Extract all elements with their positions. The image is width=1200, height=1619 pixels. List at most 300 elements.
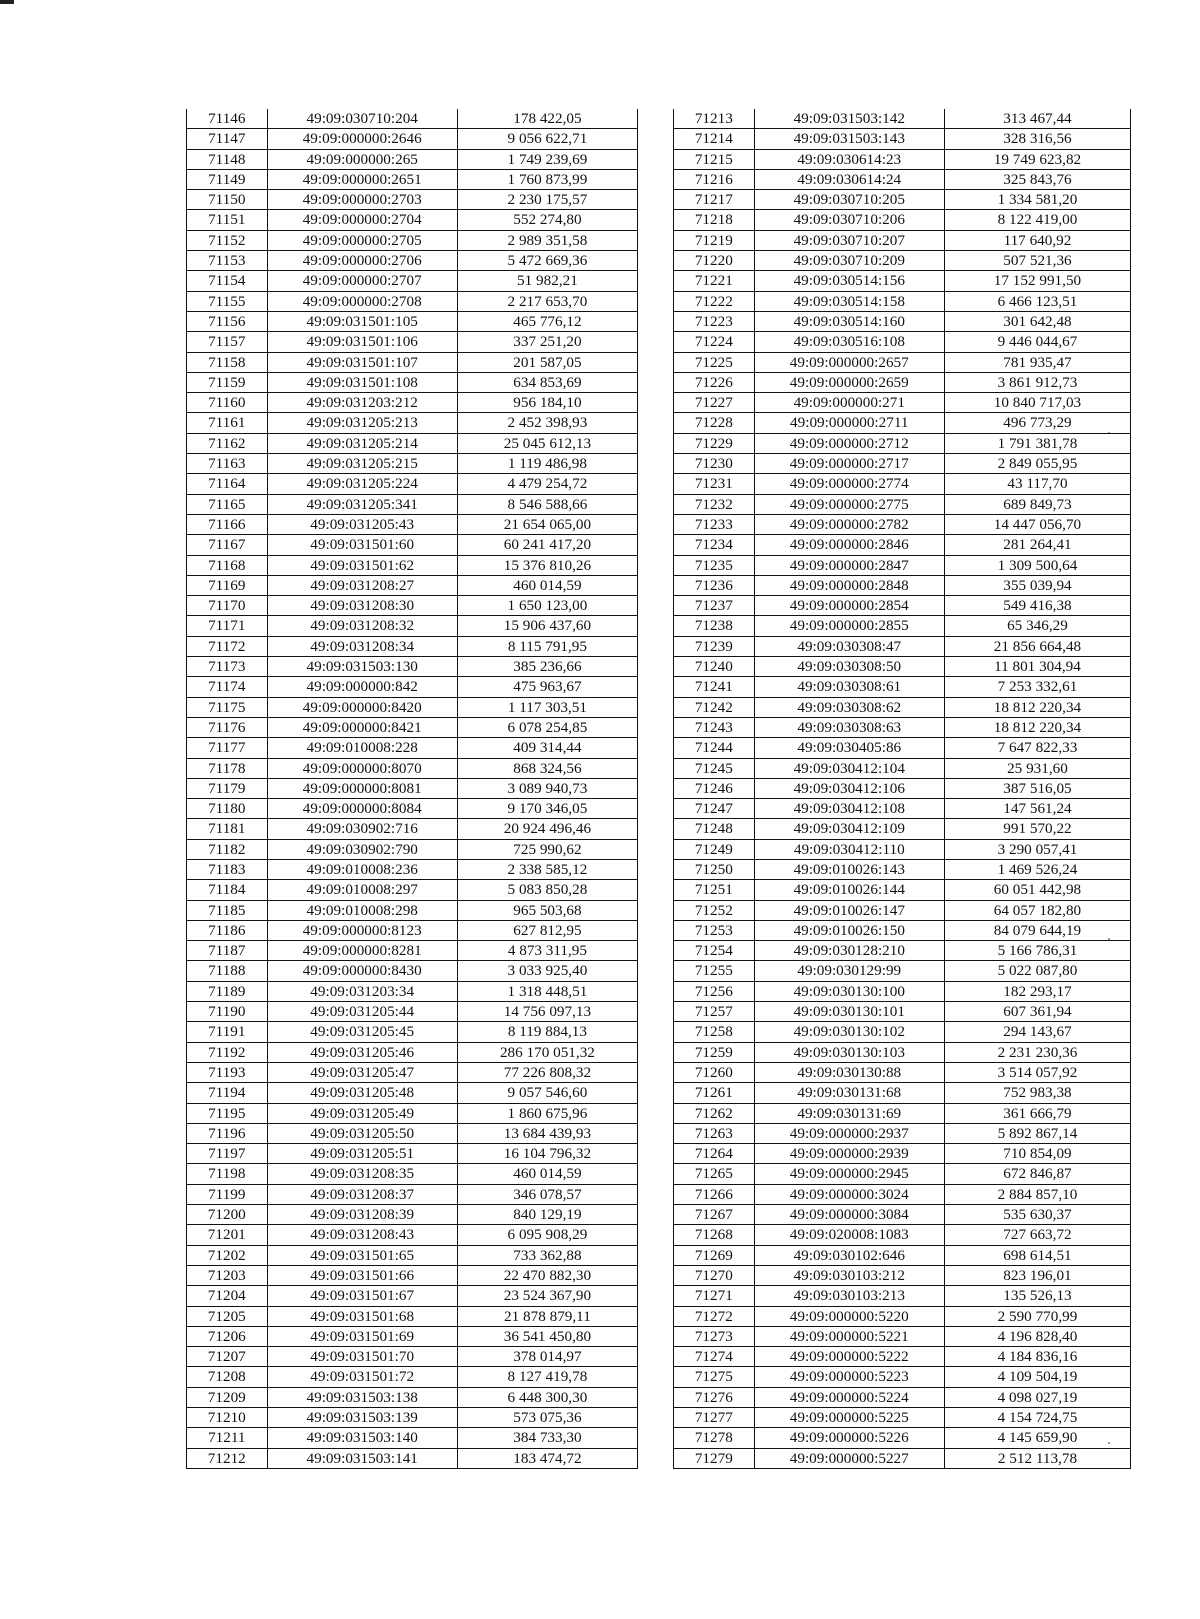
table-row [674,1184,1131,1204]
table-row [187,149,638,169]
cadastral-value-cell: 25 045 612,13 [457,433,637,453]
row-number-cell: 71153 [187,251,268,271]
row-number-cell: 71271 [674,1286,755,1306]
table-row [674,941,1131,961]
cadastral-value-cell: 2 989 351,58 [457,230,637,250]
row-number-cell: 71277 [674,1408,755,1428]
cadastral-number-cell: 49:09:031205:46 [267,1042,457,1062]
table-row [187,677,638,697]
row-number-cell: 71266 [674,1184,755,1204]
cadastral-number-cell: 49:09:031208:27 [267,575,457,595]
cadastral-number-cell: 49:09:030710:204 [267,109,457,129]
cadastral-value-cell: 465 776,12 [457,311,637,331]
row-number-cell: 71235 [674,555,755,575]
cadastral-number-cell: 49:09:031205:44 [267,1002,457,1022]
table-row [187,697,638,717]
cadastral-number-cell: 49:09:000000:2847 [754,555,944,575]
table-row [187,1225,638,1245]
cadastral-number-cell: 49:09:000000:2846 [754,535,944,555]
row-number-cell: 71229 [674,433,755,453]
cadastral-number-cell: 49:09:000000:2703 [267,190,457,210]
cadastral-number-cell: 49:09:030130:101 [754,1002,944,1022]
cadastral-value-cell: 781 935,47 [944,352,1130,372]
row-number-cell: 71221 [674,271,755,291]
cadastral-number-cell: 49:09:031501:65 [267,1245,457,1265]
cadastral-number-cell: 49:09:000000:2706 [267,251,457,271]
cadastral-number-cell: 49:09:031208:34 [267,636,457,656]
cadastral-number-cell: 49:09:030130:88 [754,1062,944,1082]
cadastral-value-cell: 460 014,59 [457,575,637,595]
cadastral-number-cell: 49:09:000000:8421 [267,717,457,737]
cadastral-number-cell: 49:09:030514:156 [754,271,944,291]
row-number-cell: 71194 [187,1083,268,1103]
row-number-cell: 71246 [674,778,755,798]
cadastral-number-cell: 49:09:031501:70 [267,1347,457,1367]
cadastral-number-cell: 49:09:000000:2782 [754,514,944,534]
table-row [187,1286,638,1306]
cadastral-value-cell: 384 733,30 [457,1428,637,1448]
cadastral-value-cell: 733 362,88 [457,1245,637,1265]
cadastral-number-cell: 49:09:030902:716 [267,819,457,839]
cadastral-number-cell: 49:09:030412:104 [754,758,944,778]
table-row [187,1164,638,1184]
cadastral-value-cell: 5 166 786,31 [944,941,1130,961]
row-number-cell: 71196 [187,1123,268,1143]
table-row [674,1083,1131,1103]
cadastral-value-cell: 11 801 304,94 [944,657,1130,677]
cadastral-number-cell: 49:09:000000:2939 [754,1144,944,1164]
cadastral-value-cell: 1 119 486,98 [457,454,637,474]
cadastral-value-cell: 1 309 500,64 [944,555,1130,575]
table-row [674,697,1131,717]
cadastral-number-cell: 49:09:031503:142 [754,109,944,129]
row-number-cell: 71212 [187,1448,268,1468]
row-number-cell: 71176 [187,717,268,737]
cadastral-value-cell: 4 196 828,40 [944,1326,1130,1346]
row-number-cell: 71237 [674,596,755,616]
cadastral-value-cell: 3 089 940,73 [457,778,637,798]
row-number-cell: 71199 [187,1184,268,1204]
table-row [674,555,1131,575]
cadastral-value-cell: 43 117,70 [944,474,1130,494]
row-number-cell: 71207 [187,1347,268,1367]
cadastral-number-cell: 49:09:030514:160 [754,311,944,331]
table-row [187,596,638,616]
cadastral-number-cell: 49:09:031501:60 [267,535,457,555]
cadastral-value-cell: 4 873 311,95 [457,941,637,961]
cadastral-value-cell: 313 467,44 [944,109,1130,129]
row-number-cell: 71173 [187,657,268,677]
row-number-cell: 71158 [187,352,268,372]
table-row [187,1448,638,1468]
cadastral-value-cell: 5 022 087,80 [944,961,1130,981]
row-number-cell: 71261 [674,1083,755,1103]
cadastral-number-cell: 49:09:030102:646 [754,1245,944,1265]
row-number-cell: 71248 [674,819,755,839]
row-number-cell: 71262 [674,1103,755,1123]
cadastral-number-cell: 49:09:030412:108 [754,799,944,819]
row-number-cell: 71162 [187,433,268,453]
row-number-cell: 71154 [187,271,268,291]
table-row [187,1042,638,1062]
row-number-cell: 71251 [674,880,755,900]
row-number-cell: 71206 [187,1326,268,1346]
table-row [187,880,638,900]
cadastral-number-cell: 49:09:031205:215 [267,454,457,474]
cadastral-number-cell: 49:09:010026:147 [754,900,944,920]
table-row [187,575,638,595]
row-number-cell: 71164 [187,474,268,494]
cadastral-value-cell: 698 614,51 [944,1245,1130,1265]
cadastral-value-cell: 9 056 622,71 [457,129,637,149]
table-row [187,657,638,677]
table-row [674,291,1131,311]
table-row [187,494,638,514]
table-row [674,575,1131,595]
row-number-cell: 71147 [187,129,268,149]
table-row [674,1265,1131,1285]
cadastral-value-cell: 346 078,57 [457,1184,637,1204]
row-number-cell: 71259 [674,1042,755,1062]
cadastral-value-cell: 10 840 717,03 [944,393,1130,413]
cadastral-number-cell: 49:09:030128:210 [754,941,944,961]
cadastral-number-cell: 49:09:010008:297 [267,880,457,900]
cadastral-value-cell: 4 109 504,19 [944,1367,1130,1387]
table-row [674,961,1131,981]
row-number-cell: 71215 [674,149,755,169]
row-number-cell: 71226 [674,372,755,392]
row-number-cell: 71174 [187,677,268,697]
cadastral-value-cell: 21 856 664,48 [944,636,1130,656]
table-row [187,920,638,940]
row-number-cell: 71157 [187,332,268,352]
cadastral-number-cell: 49:09:031503:138 [267,1387,457,1407]
cadastral-value-cell: 689 849,73 [944,494,1130,514]
row-number-cell: 71193 [187,1062,268,1082]
table-row [187,961,638,981]
cadastral-value-cell: 17 152 991,50 [944,271,1130,291]
row-number-cell: 71244 [674,738,755,758]
table-row [187,514,638,534]
table-row [187,839,638,859]
table-row [674,190,1131,210]
cadastral-number-cell: 49:09:000000:8420 [267,697,457,717]
table-row [674,433,1131,453]
cadastral-value-cell: 9 446 044,67 [944,332,1130,352]
row-number-cell: 71238 [674,616,755,636]
cadastral-number-cell: 49:09:030103:212 [754,1265,944,1285]
cadastral-value-cell: 337 251,20 [457,332,637,352]
table-row [187,799,638,819]
cadastral-value-cell: 328 316,56 [944,129,1130,149]
row-number-cell: 71161 [187,413,268,433]
row-number-cell: 71214 [674,129,755,149]
cadastral-value-cell: 84 079 644,19 [944,920,1130,940]
cadastral-number-cell: 49:09:000000:5226 [754,1428,944,1448]
table-row [674,372,1131,392]
table-row [187,454,638,474]
table-row [674,1408,1131,1428]
row-number-cell: 71279 [674,1448,755,1468]
scan-corner-mark [0,0,14,4]
row-number-cell: 71197 [187,1144,268,1164]
row-number-cell: 71151 [187,210,268,230]
table-row [674,616,1131,636]
row-number-cell: 71228 [674,413,755,433]
cadastral-number-cell: 49:09:000000:5221 [754,1326,944,1346]
row-number-cell: 71211 [187,1428,268,1448]
table-row [674,738,1131,758]
cadastral-number-cell: 49:09:030614:24 [754,169,944,189]
cadastral-number-cell: 49:09:000000:2711 [754,413,944,433]
cadastral-number-cell: 49:09:000000:2848 [754,575,944,595]
row-number-cell: 71175 [187,697,268,717]
table-row [674,1245,1131,1265]
cadastral-number-cell: 49:09:010008:236 [267,859,457,879]
table-row [187,1205,638,1225]
row-number-cell: 71247 [674,799,755,819]
cadastral-value-cell: 60 051 442,98 [944,880,1130,900]
cadastral-number-cell: 49:09:030130:100 [754,981,944,1001]
table-row [187,332,638,352]
table-row [674,169,1131,189]
row-number-cell: 71267 [674,1205,755,1225]
row-number-cell: 71205 [187,1306,268,1326]
table-row [187,1387,638,1407]
table-row [674,677,1131,697]
row-number-cell: 71150 [187,190,268,210]
cadastral-value-cell: 4 184 836,16 [944,1347,1130,1367]
table-row [674,1306,1131,1326]
table-row [187,210,638,230]
cadastral-value-cell: 840 129,19 [457,1205,637,1225]
cadastral-number-cell: 49:09:000000:5220 [754,1306,944,1326]
table-row [674,819,1131,839]
cadastral-number-cell: 49:09:031203:34 [267,981,457,1001]
table-row [674,880,1131,900]
row-number-cell: 71231 [674,474,755,494]
table-row [674,1326,1131,1346]
table-row [187,129,638,149]
row-number-cell: 71268 [674,1225,755,1245]
cadastral-value-cell: 573 075,36 [457,1408,637,1428]
table-row [674,799,1131,819]
row-number-cell: 71269 [674,1245,755,1265]
cadastral-number-cell: 49:09:031501:108 [267,372,457,392]
cadastral-value-cell: 23 524 367,90 [457,1286,637,1306]
row-number-cell: 71239 [674,636,755,656]
cadastral-value-cell: 5 892 867,14 [944,1123,1130,1143]
cadastral-table-left [186,109,638,1469]
table-row [674,1387,1131,1407]
cadastral-number-cell: 49:09:031501:68 [267,1306,457,1326]
row-number-cell: 71177 [187,738,268,758]
row-number-cell: 71273 [674,1326,755,1346]
row-number-cell: 71258 [674,1022,755,1042]
cadastral-value-cell: 710 854,09 [944,1144,1130,1164]
cadastral-number-cell: 49:09:000000:2854 [754,596,944,616]
table-row [187,169,638,189]
row-number-cell: 71156 [187,311,268,331]
cadastral-number-cell: 49:09:031503:140 [267,1428,457,1448]
cadastral-number-cell: 49:09:031501:72 [267,1367,457,1387]
cadastral-number-cell: 49:09:031205:43 [267,514,457,534]
table-row [187,1022,638,1042]
cadastral-value-cell: 14 756 097,13 [457,1002,637,1022]
cadastral-number-cell: 49:09:000000:8281 [267,941,457,961]
row-number-cell: 71198 [187,1164,268,1184]
row-number-cell: 71187 [187,941,268,961]
row-number-cell: 71183 [187,859,268,879]
table-row [674,636,1131,656]
cadastral-number-cell: 49:09:000000:5224 [754,1387,944,1407]
cadastral-value-cell: 9 170 346,05 [457,799,637,819]
table-row [674,210,1131,230]
cadastral-number-cell: 49:09:000000:3024 [754,1184,944,1204]
table-row [674,1367,1131,1387]
table-row [187,1347,638,1367]
row-number-cell: 71171 [187,616,268,636]
cadastral-value-cell: 2 217 653,70 [457,291,637,311]
table-row [187,616,638,636]
table-row [187,555,638,575]
cadastral-value-cell: 1 650 123,00 [457,596,637,616]
cadastral-number-cell: 49:09:000000:5222 [754,1347,944,1367]
row-number-cell: 71159 [187,372,268,392]
row-number-cell: 71278 [674,1428,755,1448]
row-number-cell: 71216 [674,169,755,189]
cadastral-value-cell: 409 314,44 [457,738,637,758]
table-row [187,1123,638,1143]
cadastral-table-left-body [187,109,638,1468]
cadastral-number-cell: 49:09:030412:106 [754,778,944,798]
cadastral-number-cell: 49:09:030412:110 [754,839,944,859]
row-number-cell: 71218 [674,210,755,230]
row-number-cell: 71209 [187,1387,268,1407]
cadastral-number-cell: 49:09:031501:66 [267,1265,457,1285]
table-row [674,1225,1131,1245]
row-number-cell: 71204 [187,1286,268,1306]
table-row [187,859,638,879]
table-row [187,1408,638,1428]
row-number-cell: 71243 [674,717,755,737]
table-row [187,1265,638,1285]
cadastral-value-cell: 1 318 448,51 [457,981,637,1001]
cadastral-number-cell: 49:09:000000:8123 [267,920,457,940]
cadastral-value-cell: 21 654 065,00 [457,514,637,534]
cadastral-number-cell: 49:09:000000:2937 [754,1123,944,1143]
cadastral-value-cell: 9 057 546,60 [457,1083,637,1103]
table-row [674,839,1131,859]
row-number-cell: 71146 [187,109,268,129]
cadastral-value-cell: 201 587,05 [457,352,637,372]
cadastral-number-cell: 49:09:030130:102 [754,1022,944,1042]
cadastral-table-right [673,109,1131,1469]
cadastral-value-cell: 965 503,68 [457,900,637,920]
cadastral-value-cell: 281 264,41 [944,535,1130,555]
cadastral-number-cell: 49:09:031501:69 [267,1326,457,1346]
cadastral-number-cell: 49:09:030308:50 [754,657,944,677]
table-row [674,514,1131,534]
row-number-cell: 71240 [674,657,755,677]
cadastral-number-cell: 49:09:030130:103 [754,1042,944,1062]
cadastral-value-cell: 535 630,37 [944,1205,1130,1225]
row-number-cell: 71189 [187,981,268,1001]
cadastral-value-cell: 991 570,22 [944,819,1130,839]
cadastral-value-cell: 147 561,24 [944,799,1130,819]
cadastral-number-cell: 49:09:030308:61 [754,677,944,697]
row-number-cell: 71222 [674,291,755,311]
row-number-cell: 71224 [674,332,755,352]
table-row [674,1002,1131,1022]
table-row [674,271,1131,291]
table-row [187,819,638,839]
table-row [187,941,638,961]
table-row [187,1144,638,1164]
cadastral-number-cell: 49:09:000000:5227 [754,1448,944,1468]
cadastral-number-cell: 49:09:030514:158 [754,291,944,311]
row-number-cell: 71182 [187,839,268,859]
row-number-cell: 71242 [674,697,755,717]
row-number-cell: 71253 [674,920,755,940]
cadastral-number-cell: 49:09:031501:107 [267,352,457,372]
table-row [187,109,638,129]
cadastral-value-cell: 5 083 850,28 [457,880,637,900]
row-number-cell: 71165 [187,494,268,514]
row-number-cell: 71148 [187,149,268,169]
table-row [187,1245,638,1265]
cadastral-number-cell: 49:09:031205:214 [267,433,457,453]
cadastral-number-cell: 49:09:031501:62 [267,555,457,575]
row-number-cell: 71225 [674,352,755,372]
table-row [674,1103,1131,1123]
table-row [187,1306,638,1326]
table-row [187,433,638,453]
row-number-cell: 71166 [187,514,268,534]
cadastral-number-cell: 49:09:031205:45 [267,1022,457,1042]
row-number-cell: 71201 [187,1225,268,1245]
cadastral-value-cell: 4 098 027,19 [944,1387,1130,1407]
row-number-cell: 71220 [674,251,755,271]
row-number-cell: 71180 [187,799,268,819]
cadastral-number-cell: 49:09:000000:8084 [267,799,457,819]
cadastral-value-cell: 752 983,38 [944,1083,1130,1103]
cadastral-number-cell: 49:09:030710:206 [754,210,944,230]
table-row [674,535,1131,555]
cadastral-value-cell: 3 861 912,73 [944,372,1130,392]
cadastral-value-cell: 552 274,80 [457,210,637,230]
table-row [674,758,1131,778]
cadastral-value-cell: 18 812 220,34 [944,697,1130,717]
cadastral-value-cell: 1 469 526,24 [944,859,1130,879]
table-row [187,900,638,920]
cadastral-table-right-body [674,109,1131,1468]
cadastral-number-cell: 49:09:031208:32 [267,616,457,636]
cadastral-number-cell: 49:09:031208:30 [267,596,457,616]
row-number-cell: 71186 [187,920,268,940]
cadastral-number-cell: 49:09:031501:67 [267,1286,457,1306]
cadastral-number-cell: 49:09:010008:228 [267,738,457,758]
row-number-cell: 71255 [674,961,755,981]
table-row [187,372,638,392]
cadastral-value-cell: 627 812,95 [457,920,637,940]
cadastral-value-cell: 7 253 332,61 [944,677,1130,697]
cadastral-value-cell: 6 448 300,30 [457,1387,637,1407]
row-number-cell: 71227 [674,393,755,413]
table-row [187,758,638,778]
table-row [187,1002,638,1022]
cadastral-value-cell: 355 039,94 [944,575,1130,595]
